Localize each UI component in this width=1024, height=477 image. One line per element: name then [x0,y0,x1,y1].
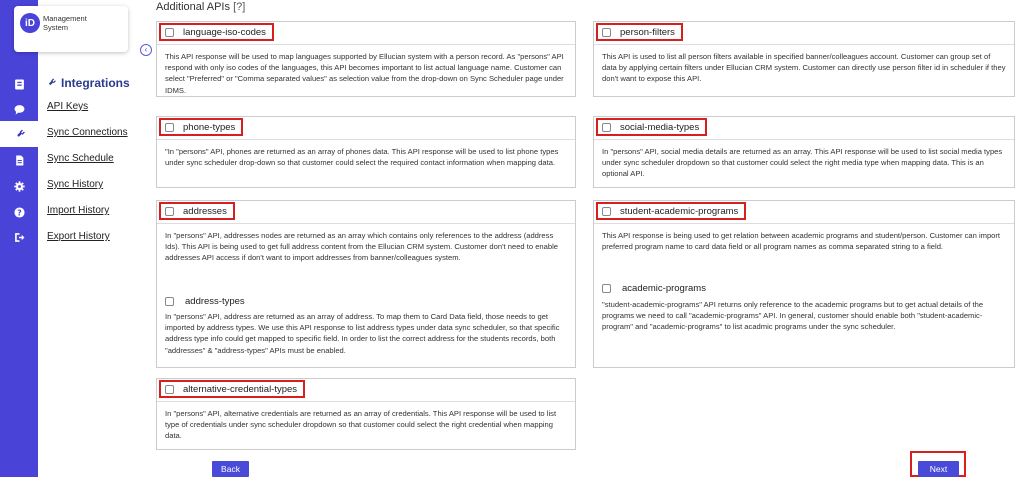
api-description: In "persons" API, address are returned as an array of address. To map them to Card Data field, those needs to get imported by address types. We use this API response to list address types under data sync scheduler, so that specific address type info could get mapped to specific field. In order to list the correct address for the students records, both "addresses" & "address-types" APIs must be enabled. [165,312,560,355]
chevron-left-icon: ‹ [144,45,148,54]
sidebar-collapse-button[interactable] [140,44,152,56]
checkbox[interactable] [602,28,611,37]
rail-documents[interactable] [0,147,38,173]
rail-help[interactable] [0,199,38,225]
rail-integrations[interactable] [0,121,38,147]
gear-icon [14,181,25,192]
next-button[interactable]: Next [918,461,959,477]
svg-text:?: ? [16,207,22,217]
api-toggle-addresses[interactable] [159,202,235,220]
logo-card[interactable] [14,6,128,52]
api-description: This API response is being used to get relation between academic programs and student/person. Customer can import preferred program name to card data field or all program names as comma separated string to a field. [602,231,1001,252]
nav-link-sync-schedule[interactable]: Sync Schedule [47,153,114,164]
checkbox[interactable] [165,123,174,132]
api-toggle-language-iso-codes[interactable] [159,23,274,41]
card-header [157,379,575,402]
nav-title-label: Integrations [61,76,130,90]
api-name: person-filters [620,26,675,38]
checkbox[interactable] [165,385,174,394]
dashboard-icon [14,79,25,90]
card-header [594,22,1014,45]
api-toggle-student-academic-programs[interactable] [596,202,746,220]
api-name: addresses [183,205,227,217]
document-icon [14,155,25,166]
help-icon [14,207,25,218]
section-help-link[interactable]: [?] [233,1,246,13]
api-description: In "persons" API, addresses nodes are returned as an array which contains only references to the address (address Ids). This API is being used to get full address content from the Ellucian CRM system. Customer don't need to enable addresses API access if don't want to import addresses from banner/colleagues system. [165,231,559,263]
rail-messages[interactable] [0,96,38,122]
card-social-media-types [593,116,1015,188]
plug-icon [14,129,25,140]
logo-text [43,14,87,32]
rail-dashboard[interactable] [0,71,38,97]
logo-line-2: System [43,23,69,32]
api-name: alternative-credential-types [183,383,298,395]
rail-logout[interactable] [0,224,38,250]
api-description: In "persons" API, alternative credentials are returned as an array of credentials. This API response will be used to list type of credentials under sync scheduler dropdown so that customer could select the right credential when mapping data. [165,409,557,441]
section-title-text: Additional APIs [156,1,230,13]
checkbox[interactable] [165,28,174,37]
api-name: address-types [185,296,245,307]
card-person-filters [593,21,1015,97]
checkbox[interactable] [165,207,174,216]
api-toggle-social-media-types[interactable] [596,118,707,136]
logout-icon [14,232,25,243]
nav-link-export-history[interactable]: Export History [47,231,110,242]
rail-settings[interactable] [0,173,38,199]
checkbox[interactable] [602,207,611,216]
back-button[interactable]: Back [212,461,249,477]
checkbox[interactable] [602,123,611,132]
card-phone-types [156,116,576,188]
chat-bubble-icon [14,104,25,115]
api-toggle-alternative-credential-types[interactable] [159,380,305,398]
logo-line-1: Management [43,14,87,23]
api-name: social-media-types [620,121,700,133]
api-description: This API response will be used to map languages supported by Ellucian system with a person record. As "persons" API respond with only iso codes of the languages, this API becomes important to list actual language name. Customer can select "Preferred" or "Comma separated values" as selection value from the drop-down on Sync Scheduler page under IDMS. [165,52,564,95]
api-name: student-academic-programs [620,205,739,217]
api-name: academic-programs [622,283,706,294]
card-student-academic-programs [593,200,1015,368]
api-description: In "persons" API, social media details are returned as an array. This API response will be used to list social media types under sync scheduler dropdown so that customer could select the right media type when mapping data. This is an optional API. [602,147,1003,179]
logo-badge: iD [20,13,40,33]
nav-link-api-keys[interactable]: API Keys [47,101,89,112]
nav-title [46,76,130,90]
card-alternative-credential-types [156,378,576,450]
card-header [157,22,575,45]
card-header [594,201,1014,224]
api-description: This API is used to list all person filters available in specified banner/colleagues account. Customer can group set of data by applying certain filters under Ellucian CRM system. Customer can directly use person filter id in scheduler if they don't want to expose this API. [602,52,1006,84]
plug-icon [46,78,56,88]
checkbox[interactable] [602,284,611,293]
api-description: "student-academic-programs" API returns only reference to the academic programs but to get actual details of the programs we need to call "academic-programs" API. In general, customer should enable both "student-academic-program" and "academic-programs" to list acadmic programs under the sync scheduler. [602,300,984,332]
card-header [157,117,575,140]
card-header [157,201,575,224]
api-toggle-phone-types[interactable] [159,118,243,136]
card-addresses [156,200,576,368]
nav-link-import-history[interactable]: Import History [47,205,110,216]
card-header [594,117,1014,140]
icon-rail [0,0,38,477]
api-description: "In "persons" API, phones are returned as an array of phones data. This API response will be used to list phone types under sync scheduler drop-down so that customer could select the required contact information when mapping data. [165,147,559,168]
api-toggle-person-filters[interactable] [596,23,683,41]
nav-link-sync-connections[interactable]: Sync Connections [47,127,128,138]
card-language-iso-codes [156,21,576,97]
api-name: language-iso-codes [183,26,266,38]
nav-link-sync-history[interactable]: Sync History [47,179,104,190]
section-title [156,1,245,13]
api-name: phone-types [183,121,236,133]
